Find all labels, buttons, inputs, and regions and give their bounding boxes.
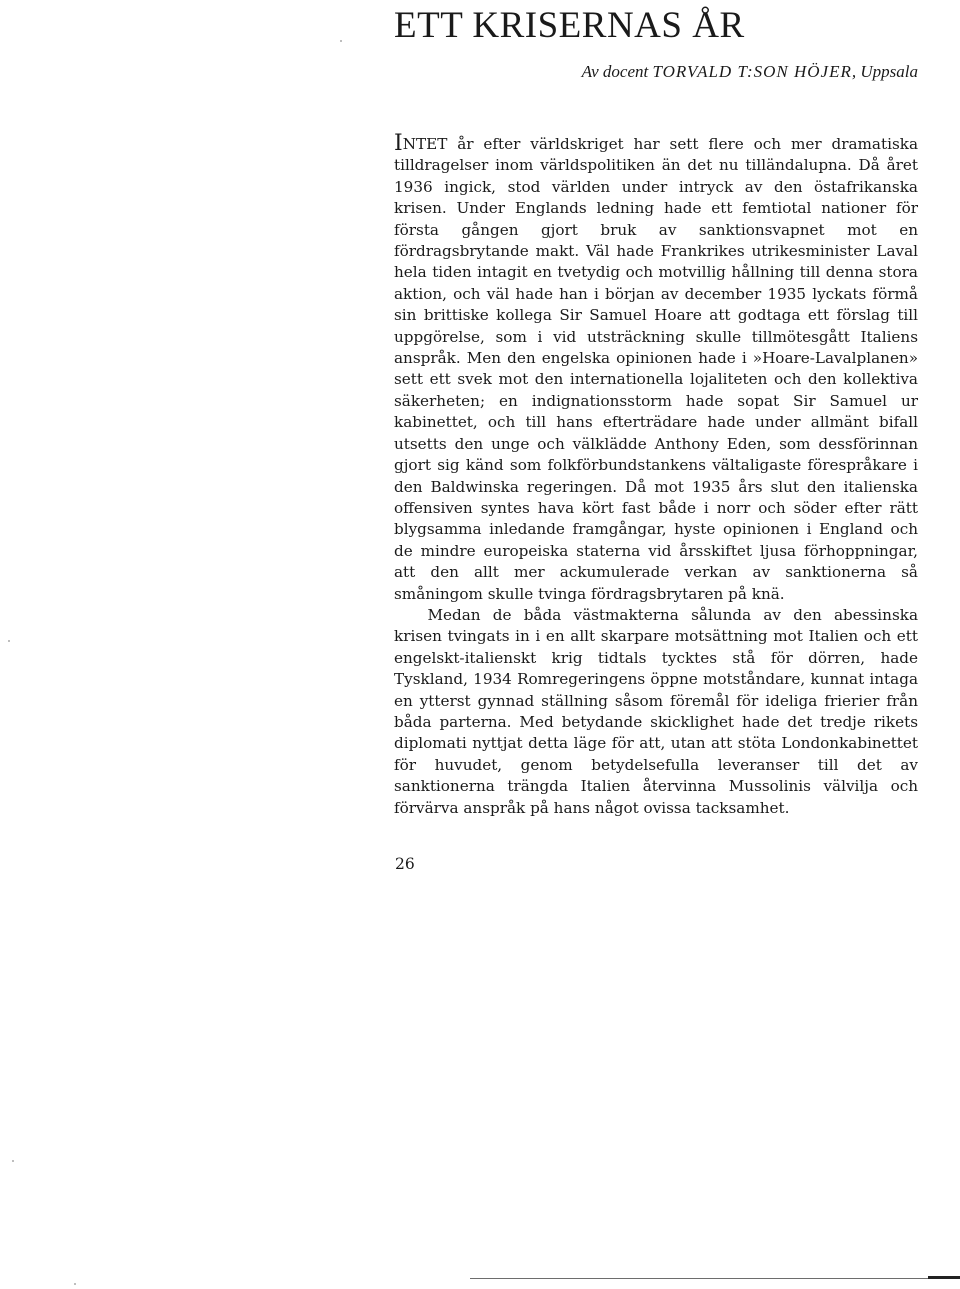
byline: [582, 62, 918, 82]
author-affiliation: , Uppsala: [851, 62, 918, 81]
page-number: 26: [395, 855, 415, 873]
bottom-edge-mark: [928, 1276, 960, 1279]
paragraph-2: Medan de båda västmakterna sålunda av den abessinska krisen tvingats in i en allt skarpare motsättning mot Italien och ett engelskt-italienskt krig tidtals tycktes stå för dörren, hade Tyskland, 1934 Romregeringens öppne motståndare, kunnat intaga en ytterst gynnad ställning såsom föremål för ideliga frierier från båda parterna. Med betydande skicklighet hade det tredje rikets diplomati nyttjat detta läge för att, utan att stöta Londonkabinettet för huvudet, genom betydelsefulla leveranser till det av sanktionerna trängda Italien återvinna Mussolinis välvilja och förvärva anspråk på hans något ovissa tacksamhet.: [394, 605, 918, 817]
scan-speck: [74, 1283, 76, 1285]
bottom-edge-line: [470, 1278, 960, 1279]
scan-speck: [340, 40, 342, 42]
paragraph-1-text: NTET år efter världskriget har sett flere och mer dramatiska tilldragelser inom världspolitiken än det nu tilländalupna. Då året 1936 ingick, stod världen under intryck av den östafrikanska krisen. Under Englands ledning hade ett femtiotal nationer för första gången gjort bruk av sanktionsvapnet mot en fördragsbrytande makt. Väl hade Frankrikes utrikesminister Laval hela tiden intagit en tvetydig och motvillig hållning till denna stora aktion, och väl hade han i början av december 1935 lyckats förmå sin brittiske kollega Sir Samuel Hoare att godtaga ett förslag till uppgörelse, som i vid utsträckning skulle tillmötesgått Italiens anspråk. Men den engelska opinionen hade i »Hoare-Lavalplanen» sett ett svek mot den internationella lojaliteten och den kollektiva säkerheten; en indignationsstorm hade sopat Sir Samuel ur kabinettet, och till hans efterträdare hade under allmänt bifall utsetts den unge och välklädde Anthony Eden, som dessförinnan gjort sig känd som folkförbundstankens vältaligaste förespråkare i den Baldwinska regeringen. Då mot 1935 års slut den italienska offensiven syntes hava kört fast både i norr och söder efter rätt blygsamma inledande framgångar, hyste opinionen i England och de mindre europeiska staterna vid årsskiftet ljusa förhoppningar, att den allt mer ackumulerade verkan av sanktionerna så småningom skulle tvinga fördragsbrytaren på knä.: [394, 135, 918, 603]
paragraph-1: [394, 133, 918, 605]
article-body: [394, 133, 918, 819]
byline-prefix: Av docent: [581, 62, 653, 81]
scan-speck: [12, 1160, 14, 1162]
drop-cap: I: [394, 131, 403, 156]
scan-speck: [8, 640, 10, 642]
author-name: TORVALD T:SON HÖJER: [652, 62, 852, 81]
article-title: ETT KRISERNAS ÅR: [394, 5, 745, 46]
